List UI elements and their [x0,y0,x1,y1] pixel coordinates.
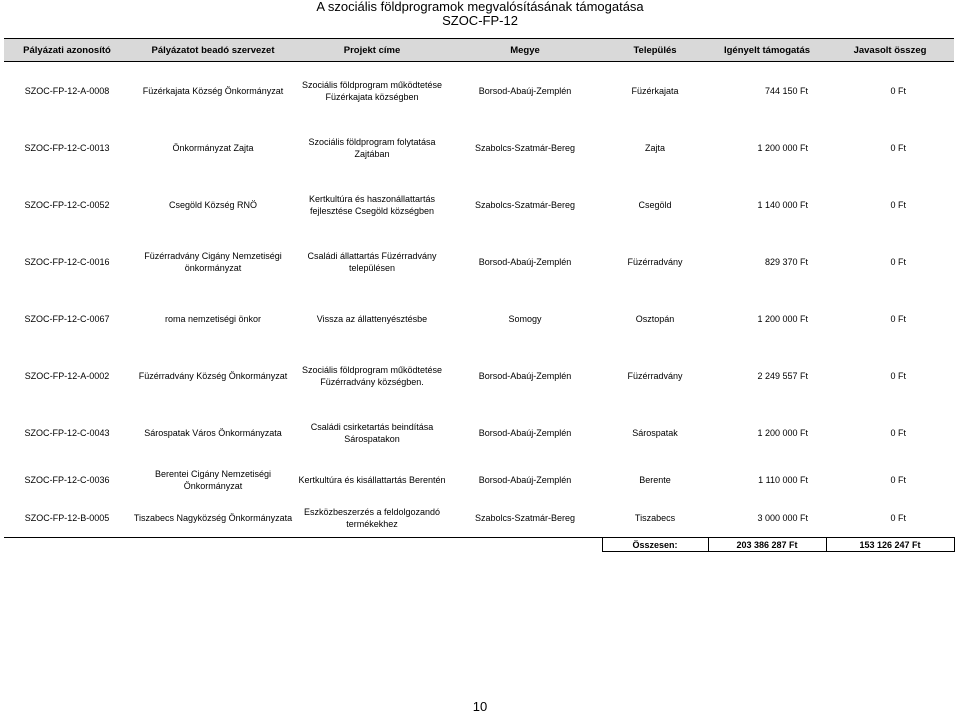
cell-proposed: 0 Ft [890,370,906,381]
cell-org: Füzérradvány Cigány Nemzetiségi önkormányzat [144,250,282,273]
cell-id: SZOC-FP-12-B-0005 [4,499,130,538]
document-subtitle: SZOC-FP-12 [442,13,518,28]
cell-id: SZOC-FP-12-C-0016 [24,256,110,267]
cell-project: Családi csirketartás beindítása Sárospatakon [310,421,434,444]
cell-org: Csegöld Község RNÖ [168,199,258,210]
cell-requested: 1 200 000 Ft [757,313,808,324]
table-row [4,233,954,290]
cell-id: SZOC-FP-12-A-0002 [24,370,110,381]
table-row [4,404,954,461]
totals-spacer [4,538,602,552]
cell-requested: 3 000 000 Ft [708,499,826,538]
cell-id: SZOC-FP-12-C-0043 [24,427,110,438]
table-row [4,62,954,120]
cell-org: Sárospatak Város Önkormányzata [144,427,282,438]
table-header-row [4,39,954,62]
cell-project: Szociális földprogram működtetése Füzérradvány községben. [301,364,443,387]
totals-requested: 203 386 287 Ft [708,538,826,552]
cell-requested: 1 200 000 Ft [757,142,808,153]
cell-org: Tiszabecs Nagyközség Önkormányzata [130,499,296,538]
cell-proposed: 0 Ft [890,475,906,485]
table-row [4,176,954,233]
cell-proposed: 0 Ft [890,427,906,438]
column-header-settlement: Település [602,39,708,62]
cell-county: Borsod-Abaúj-Zemplén [478,475,572,485]
cell-project: Vissza az állattenyésztésbe [316,313,428,324]
cell-project: Eszközbeszerzés a feldolgozandó termékekhez [296,499,448,538]
cell-settlement: Osztopán [635,313,675,324]
column-header-county: Megye [448,39,602,62]
cell-requested: 1 110 000 Ft [758,475,808,485]
cell-county: Szabolcs-Szatmár-Bereg [448,499,602,538]
cell-org: Füzérkajata Község Önkormányzat [142,85,284,96]
cell-settlement: Csegöld [638,199,672,210]
cell-id: SZOC-FP-12-C-0036 [24,475,110,485]
cell-org: roma nemzetiségi önkor [164,313,262,324]
column-header-requested: Igényelt támogatás [708,39,826,62]
page-number: 10 [472,699,488,714]
table-row [4,290,954,347]
cell-org: Berentei Cigány Nemzetiségi Önkormányzat [154,469,272,491]
cell-org: Önkormányzat Zajta [172,142,254,153]
cell-proposed: 0 Ft [890,313,906,324]
table-row [4,499,954,538]
cell-requested: 2 249 557 Ft [757,370,808,381]
cell-county: Borsod-Abaúj-Zemplén [478,256,572,267]
cell-requested: 744 150 Ft [764,85,808,96]
table-row [4,119,954,176]
cell-requested: 1 200 000 Ft [757,427,808,438]
totals-label: Összesen: [602,538,708,552]
cell-settlement: Füzérradvány [627,370,683,381]
cell-project: Kertkultúra és kisállattartás Berentén [298,475,446,485]
totals-row [4,538,954,552]
cell-county: Borsod-Abaúj-Zemplén [478,427,572,438]
cell-proposed: 0 Ft [890,142,906,153]
cell-proposed: 0 Ft [890,85,906,96]
cell-project: Családi állattartás Füzérradvány településen [307,250,437,273]
cell-id: SZOC-FP-12-C-0052 [24,199,110,210]
cell-proposed: 0 Ft [826,499,954,538]
column-header-org: Pályázatot beadó szervezet [130,39,296,62]
table-row [4,347,954,404]
cell-org: Füzérradvány Község Önkormányzat [138,370,288,381]
cell-county: Szabolcs-Szatmár-Bereg [474,142,576,153]
cell-project: Kertkultúra és haszonállattartás fejlesztése Csegöld községben [308,193,436,216]
cell-requested: 829 370 Ft [764,256,808,267]
totals-proposed: 153 126 247 Ft [826,538,954,552]
column-header-project: Projekt címe [296,39,448,62]
column-header-id: Pályázati azonosító [4,39,130,62]
cell-proposed: 0 Ft [890,256,906,267]
cell-county: Somogy [508,313,542,324]
column-header-proposed: Javasolt összeg [826,39,954,62]
cell-settlement: Tiszabecs [602,499,708,538]
table-row [4,461,954,499]
document-title: A szociális földprogramok megvalósításának támogatása [316,0,644,14]
cell-settlement: Sárospatak [632,427,678,438]
cell-id: SZOC-FP-12-A-0008 [24,85,110,96]
cell-project: Szociális földprogram folytatása Zajtában [308,136,436,159]
cell-proposed: 0 Ft [890,199,906,210]
cell-id: SZOC-FP-12-C-0013 [24,142,110,153]
document-header [0,0,960,28]
cell-county: Borsod-Abaúj-Zemplén [478,370,572,381]
cell-county: Borsod-Abaúj-Zemplén [478,85,572,96]
cell-project: Szociális földprogram működtetése Füzérkajata községben [301,79,443,102]
cell-requested: 1 140 000 Ft [757,199,808,210]
cell-id: SZOC-FP-12-C-0067 [24,313,110,324]
cell-settlement: Füzérradvány [627,256,683,267]
applications-table [4,38,955,552]
cell-settlement: Füzérkajata [631,85,679,96]
cell-county: Szabolcs-Szatmár-Bereg [474,199,576,210]
cell-settlement: Zajta [644,142,665,153]
cell-settlement: Berente [639,475,671,485]
